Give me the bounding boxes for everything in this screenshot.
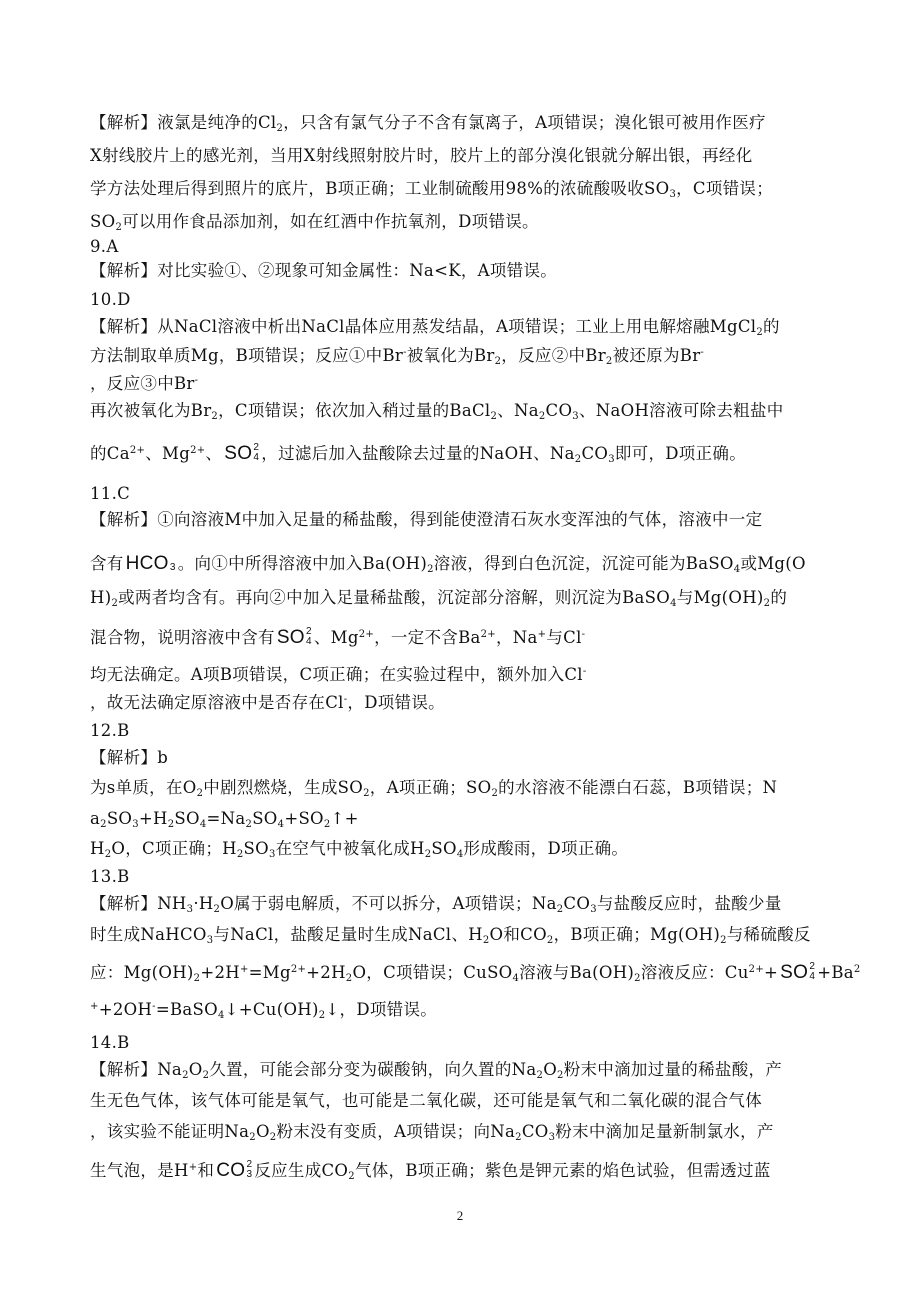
text-line: X射线胶片上的感光剂，当用X射线照射胶片时，胶片上的部分溴化银就分解出银，再经化 bbox=[90, 146, 753, 165]
text-line: ，该实验不能证明$Na_2O_2$粉末没有变质，A项错误；向$Na_2CO_3$粉末中滴加足量新制氯水，产 bbox=[90, 1122, 774, 1143]
text-line: $^++2OH^-=BaSO_4↓+Cu(OH)_2↓$，D项错误。 bbox=[90, 1000, 438, 1021]
text-line: $a_2SO_3+H_2SO_4=Na_2SO_4+SO_2↑+$ bbox=[90, 809, 359, 830]
text-line: 生无色气体，该气体可能是氧气，也可能是二氧化碳，还可能是氧气和二氧化碳的混合气体 bbox=[90, 1091, 762, 1110]
text-line: 【解析】$NH_3\cdot H_2O$属于弱电解质，不可以拆分，A项错误；$Na_2CO_3$与盐酸反应时，盐酸少量 bbox=[90, 894, 782, 915]
text-line: 12.B bbox=[90, 721, 130, 740]
text-line: 【解析】液氯是纯净的$Cl_2$，只含有氯气分子不含有氯离子，A项错误；溴化银可被用作医疗 bbox=[90, 113, 766, 134]
text-line: 含有 HCO 3 。向①中所得溶液中加入$Ba(OH)_2$溶液，得到白色沉淀，沉淀可能为BaSO$_4$或Mg(O bbox=[90, 553, 806, 575]
text-line: 均无法确定。A项B项错误，C项正确；在实验过程中，额外加入Cl- bbox=[90, 665, 587, 684]
text-line: 应：$Mg(OH)_2+2H^+=Mg^{2+}+2H_2O$，C项错误；CuSO$_4$溶液与$Ba(OH)_2$溶液反应：$Cu^{2+}+$ SO 2 4 $+Ba^2$ bbox=[90, 961, 861, 984]
text-line: 【解析】从NaCl溶液中析出NaCl晶体应用蒸发结晶，A项错误；工业上用电解熔融MgCl$_2$的 bbox=[90, 317, 780, 338]
text-line: 时生成NaHCO$_3$与NaCl，盐酸足量时生成NaCl、$H_2O$和$CO_2$，B项正确；$Mg(OH)_2$与稀硫酸反 bbox=[90, 925, 811, 946]
text-line: 【解析】对比实验①、②现象可知金属性：Na<K，A项错误。 bbox=[90, 261, 558, 280]
text-line: ，故无法确定原溶液中是否存在Cl-，D项错误。 bbox=[90, 693, 445, 712]
text-line: ，反应③中Br- bbox=[90, 374, 199, 393]
text-line: 学方法处理后得到照片的底片，B项正确；工业制硫酸用98%的浓硫酸吸收$SO_3$，C项错误； bbox=[90, 179, 774, 200]
text-line: $SO_2$可以用作食品添加剂，如在红酒中作抗氧剂，D项错误。 bbox=[90, 212, 539, 233]
text-line: 10.D bbox=[90, 290, 131, 309]
text-line: 再次被氧化为$Br_2$，C项错误；依次加入稍过量的BaCl$_2$、$Na_2CO_3$、NaOH溶液可除去粗盐中 bbox=[90, 401, 784, 422]
text-line: 14.B bbox=[90, 1033, 130, 1052]
text-line: 【解析】b bbox=[90, 748, 169, 767]
text-line: 为s单质，在$O_2$中剧烈燃烧，生成$SO_2$，A项正确；$SO_2$的水溶液不能漂白石蕊，B项错误；N bbox=[90, 778, 778, 799]
text-line: $H)_2$或两者均含有。再向②中加入足量稀盐酸，沉淀部分溶解，则沉淀为BaSO$_4$与$Mg(OH)_2$的 bbox=[90, 588, 788, 609]
text-line: 方法制取单质Mg，B项错误；反应①中Br-被氧化为$Br_2$，反应②中$Br_2$被还原为Br- bbox=[90, 346, 705, 367]
text-line: $H_2O$，C项正确；$H_2SO_3$在空气中被氧化成$H_2SO_4$形成酸雨，D项正确。 bbox=[90, 839, 629, 860]
text-line: 混合物，说明溶液中含有 SO 2 4 、$Mg^{2+}$，一定不含$Ba^{2+}$，Na+与Cl- bbox=[90, 626, 586, 648]
text-line: 生气泡，是H+和 CO 2 3 反应生成$CO_2$气体，B项正确；紫色是钾元素的焰色试验，但需透过蓝 bbox=[90, 1159, 771, 1182]
text-line: 【解析】①向溶液M中加入足量的稀盐酸，得到能使澄清石灰水变浑浊的气体，溶液中一定 bbox=[90, 510, 763, 529]
text-line: 的$Ca^{2+}$、$Mg^{2+}$、 SO 2 4 ，过滤后加入盐酸除去过量的NaOH、$Na_2CO_3$即可，D项正确。 bbox=[90, 442, 747, 465]
page-number: 2 bbox=[456, 1208, 464, 1223]
text-line: 9.A bbox=[90, 237, 119, 256]
text-line: 11.C bbox=[90, 484, 131, 503]
text-line: 【解析】$Na_2O_2$久置，可能会部分变为碳酸钠，向久置的$Na_2O_2$粉末中滴加过量的稀盐酸，产 bbox=[90, 1060, 783, 1081]
text-line: 13.B bbox=[90, 867, 130, 886]
